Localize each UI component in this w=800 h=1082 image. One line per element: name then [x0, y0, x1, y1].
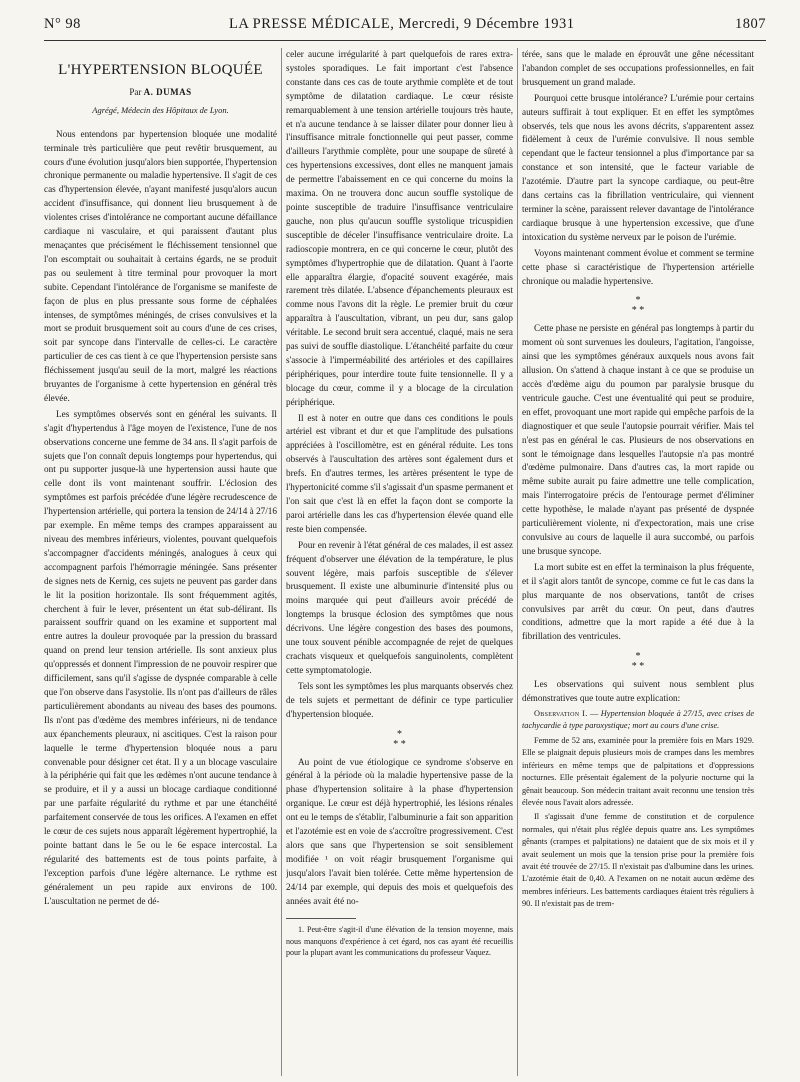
- column-1: [44, 48, 277, 1078]
- paragraph: térée, sans que le malade en éprouvât une gêne nécessitant l'abandon complet de ses occupations professionnelles, en fait brusquement un grand malade.: [522, 49, 754, 87]
- paragraph: Les observations qui suivent nous semblent plus démonstratives que toute autre explication:: [522, 679, 754, 704]
- paragraph: Pour en revenir à l'état général de ces malades, il est assez fréquent d'observer une élévation de la température, le plus souvent légère, mais parfois susceptible de s'élever brusquement. Il existe une albuminurie d'intensité plus ou moins marquée qui peut d'ailleurs avoir précédé de longtemps la brusque éclosion des symptômes que nous décrivons. Une légère congestion des bases des poumons, une toux souvent pénible accompagnée de rejet de quelques crachats visqueux et quelquefois sanguinolents, complètent cette symptomatologie.: [286, 539, 513, 675]
- paragraph: Voyons maintenant comment évolue et comment se termine cette phase si caractéristique de l'hypertension artérielle chronique ou maladie hypertensive.: [522, 247, 754, 286]
- observation-heading: [522, 708, 754, 733]
- footnote: 1. Peut-être s'agit-il d'une élévation de la tension moyenne, mais nous manquons d'expérience à cet égard, nos cas ayant été recueillis pour la plupart avant les communications du professeur Vaquez.: [286, 925, 513, 958]
- paragraph: Nous entendons par hypertension bloquée une modalité terminale très particulière que peut revêtir brusquement, au cours d'une évolution jusqu'alors bien supportée, l'hypertension chronique permanente ou maladie hypertensive. Il s'agit de ces cas d'hypertension élevée, n'ayant manifesté jusqu'alors aucun accident d'insuffisance, qui donnent lieu brusquement à de violentes crises d'intolérance ne comportant aucune défaillance cardiaque ni vasculaire, et qui paraissent d'autant plus menaçantes que précisément le fléchissement tensionnel que l'on escomptait ou souhaitait à certains égards, ne se produit pas ou seulement à titre terminal pour provoquer la mort subite. Cependant l'intolérance de l'organisme se manifeste de façon de plus en plus pressante sous forme de céphalées intenses, de symptômes méningés, de crises convulsives et la mort se produit brusquement soit au cours d'une de ces crises, soit par syncope dans l'intervalle de celles-ci. Le caractère particulier de ces cas tient à ce que l'hypertension persiste sans fléchissement jusqu'au seuil de la mort, malgré les réactions bruyantes de l'organisme à cette hypertension en général très élevée.: [44, 128, 277, 403]
- star-top: *: [397, 728, 402, 740]
- section-separator: [286, 730, 513, 750]
- observation-title: Hypertension bloquée à 27/15, avec crises de tachycardie à type paroxystique; mort au cours d'une crise.: [522, 709, 754, 731]
- column-3: [522, 48, 754, 1078]
- column-divider: [281, 48, 282, 1076]
- star-bottom: * *: [631, 305, 645, 317]
- issue-number: N° 98: [44, 16, 81, 32]
- paragraph: Pourquoi cette brusque intolérance? L'urémie pour certains auteurs suffirait à tout expliquer. Et en effet les symptômes observés, tels que nous les avons décrits, s'apparentent assez fidèlement à ceux de l'urémie convulsive. Il nous semble cependant que le facteur tensionnel a plus d'importance par sa constance et son intensité, que le facteur variable de l'azotémie. D'autre part la syncope cardiaque, ou peut-être dans certains cas la fibrillation ventriculaire, qui viennent terminer la scène, paraissent relever davantage de l'intolérance cardiaque brusque à une hypertension excessive, que d'une intoxication du système nerveux par le poison de l'urémie.: [522, 92, 754, 242]
- section-separator: [522, 296, 754, 316]
- author-affiliation: Agrégé, Médecin des Hôpitaux de Lyon.: [92, 104, 229, 115]
- star-top: *: [635, 651, 641, 663]
- paragraph: Les symptômes observés sont en général les suivants. Il s'agit d'hypertendus à l'âge moyen de l'existence, l'une de nos observations concerne une femme de 34 ans. Il s'agit parfois de sujets que l'on connaît depuis longtemps pour hypertendus, qui ont pu supporter jusque-là une hypertension aussi haute que celle dont ils vont maintenant souffrir. L'éclosion des symptômes est parfois précédée d'une légère recrudescence de l'hypertension artérielle, qui portera la tension de 24/14 à 27/16 par exemple. En même temps des crampes apparaissent au niveau des membres inférieurs, violentes, pouvant quelquefois s'accompagner d'accidents méningés, analogues à ceux qui accompagnent parfois l'hémorragie méningée. Sans présenter de signes nets de Kernig, ces sujets ne peuvent pas garder dans le lit la position horizontale. Ils sont fréquemment agités, cherchent à fuir le lever, présentent un état sub-délirant. Ils paraissent souffrir quand on les examine et supportent mal entre autres la douleur provoquée par la pression du brassard quand on prend leur tension artérielle. Ils sont anxieux plus qu'oppressés et donnent l'impression de ne pouvoir respirer que difficilement, sans qu'il s'agisse de dyspnée comparable à celle que l'on observe dans l'asystolie. Ils n'ont pas d'ailleurs de râles particulièrement abondants au niveau des bases des poumons. Ils n'ont pas d'œdème des membres inférieurs, ni de tendance aux épanchements pleuraux, ni ascitiques. C'est la raison pour laquelle le terme d'hypertension bloquée nous a paru convenable pour désigner cet état. Il y a un blocage vasculaire à la périphérie qui fait que les œdèmes n'ont aucune tendance à se produire, et il y a aussi un blocage cardiaque conditionné par une parfaite régularité du rythme et par une étanchéité parfaitement conservée de tous les orifices. A l'examen en effet le cœur de ces sujets nous apparaît légèrement hypertrophié, la pointe battant dans le 5e ou le 6e espace intercostal. La régularité des battements est de tous points parfaite, à l'exception parfois d'une légère alternance. Le rythme est généralement un peu rapide aux environs de 100. L'auscultation ne permet de dé-: [44, 408, 277, 906]
- paragraph: Au point de vue étiologique ce syndrome s'observe en général à la période où la maladie hypertensive passe de la phase d'hypertension solitaire à la phase d'hypertension organique. Le cœur est déjà hypertrophié, les lésions rénales ont eu le temps de s'établir, l'albuminurie a fait son apparition et l'azotémie est en voie de s'accroître progressivement. C'est alors que sans que l'hypertension se soit sensiblement modifiée ¹ on voit réagir brusquement l'organisme qui jusqu'alors l'avait bien tolérée. Cette même hypertension de 24/14 par exemple, qui depuis des mois et quelquefois des années avait été no-: [286, 756, 513, 906]
- column-divider: [517, 48, 518, 1076]
- observation-dash: —: [587, 709, 601, 719]
- column-2: [286, 48, 513, 1078]
- paragraph: La mort subite est en effet la terminaison la plus fréquente, et il s'agit alors tantôt de syncope, comme ce fut le cas dans la plus marquante de nos observations, tantôt de crises convulsives par arrêt du cœur. On peut, dans d'autres conditions, admettre que la mort rapide a été due à la fibrillation des ventricules.: [522, 561, 754, 642]
- journal-title: LA PRESSE MÉDICALE, Mercredi, 9 Décembre 1931: [229, 16, 575, 32]
- byline-prefix: Par: [129, 86, 142, 97]
- author-name: A. DUMAS: [143, 86, 192, 97]
- paragraph: Cette phase ne persiste en général pas longtemps à partir du moment où sont survenues les douleurs, l'agitation, l'angoisse, ainsi que les symptômes généraux auxquels nous avons fait allusion. On s'attend à chaque instant à ce que se produise un accès d'œdème aigu du poumon par paralysie brusque du ventricule gauche. C'est une éventualité qui peut se produire, en effet, provoquant une mort rapide qui empêche parfois de la diagnostiquer et que seule l'autopsie pourrait vérifier. Mais tel n'est pas en général le cas. Plusieurs de nos observations en sont le témoignage dans lesquelles l'autopsie n'a pas montré d'œdème pulmonaire. Dans d'autres cas, la mort rapide ou même subite aurait pu faire admettre une telle complication, mais l'interrogatoire précis de l'entourage permet d'éliminer cette hypothèse, le malade n'ayant pas présenté de dyspnée particulièrement violente, ni d'expectoration, mais une crise convulsive au cours de laquelle il aura succombé, ou parfois une brusque syncope.: [522, 323, 754, 556]
- star-bottom: * *: [631, 661, 645, 673]
- article-title: L'HYPERTENSION BLOQUÉE: [58, 62, 263, 78]
- star-bottom: * *: [393, 738, 406, 750]
- observation-paragraph: Femme de 52 ans, examinée pour la première fois en Mars 1929. Elle se plaignait depuis plusieurs mois de crampes dans les membres inférieurs en même temps que de palpitations et d'oppressions nocturnes. Elle présentait également de la polyurie nocturne qui la gênait beaucoup. Son médecin traitant avait reconnu une tension très élevée nous l'avait alors adressée.: [522, 735, 754, 807]
- page-header: [44, 16, 766, 38]
- paragraph: Il est à noter en outre que dans ces conditions le pouls artériel est vibrant et dur et que l'amplitude des pulsations appréciées à l'oscillomètre, est en général réduite. Les tons observés à l'auscultation des artères sont également durs et brefs. En d'autres termes, les artères présentent le type de l'hypertonicité comme s'il s'agissait d'un spasme permanent et l'on sait que c'est là en effet la façon dont se comporte la paroi artérielle dans les cas d'hypertension élevée quand elle reste bien compensée.: [286, 412, 513, 534]
- paragraph: celer aucune irrégularité à part quelquefois de rares extra-systoles sporadiques. Le fait important c'est l'absence constante dans ces cas de toute arythmie complète et de tout symptôme de dilatation cardiaque. Le cœur résiste remarquablement à une tension artérielle toujours très haute, et n'a aucune tendance à se laisser dilater pour donner lieu à l'insuffisance mitrale fonctionnelle qui peut passer, comme d'ailleurs l'arythmie complète, pour une soupape de sûreté à ces hypertensions excessives, dont elles ne manquent jamais de permettre l'abaissement en ce qui concerne du moins la maxima. On ne trouvera donc aucun souffle systolique de pointe susceptible de traduire l'insuffisance ventriculaire gauche, non plus qu'aucun souffle systolique tricuspidien susceptible de déceler l'insuffisance ventriculaire droite. La radioscopie montrera, en ce qui concerne le cœur, plutôt des symptômes d'hypertrophie que de dilatation. Quant à l'aorte elle apparaîtra élargie, d'opacité souvent exagérée, mais rarement très dilatée. L'absence d'épanchements pleuraux est comme nous l'avons dit la règle. Le premier bruit du cœur apparaîtra à l'auscultation, vibrant, un peu dur, sans galop véritable. Le second bruit sera accentué, claqué, mais ne sera pas suivi de souffle diastolique. L'étanchéité parfaite du cœur s'associe à l'imperméabilité des artérioles et des capillaires périphériques, pour interdire toute fuite tensionnelle. Il y a blocage du cœur, comme il y a blocage de la circulation périphérique.: [286, 49, 513, 407]
- paragraph: Tels sont les symptômes les plus marquants observés chez de tels sujets et permettant de définir ce type particulier d'hypertension bloquée.: [286, 680, 513, 719]
- byline: [44, 86, 277, 100]
- header-rule: [44, 40, 766, 41]
- star-top: *: [635, 295, 641, 307]
- observation-paragraph: Il s'agissait d'une femme de constitution et de corpulence normales, qui n'était plus réglée depuis quatre ans. Les symptômes gênants (crampes et palpitations) ne dataient que de six mois et il y avait seulement un mois que la tension prise pour la première fois avait été trouvée de 27/15. Il n'existait pas d'albumine dans les urines. L'azotémie était de 0,40. A l'examen on ne notait aucun œdème des membres inférieurs. Les battements cardiaques étaient très réguliers à 90. Il n'existait pas de trem-: [522, 812, 754, 909]
- page-number: 1807: [735, 16, 766, 32]
- observation-label: Observation I.: [534, 709, 588, 719]
- section-separator: [522, 652, 754, 672]
- footnote-rule: [286, 918, 356, 919]
